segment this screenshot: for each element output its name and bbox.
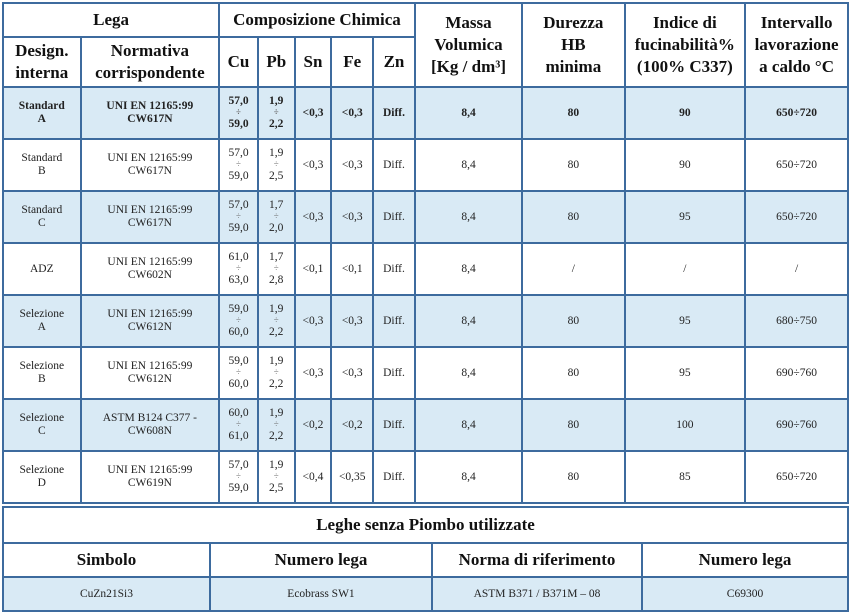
cell-fe: <0,3	[331, 87, 373, 139]
pb-max: 2,8	[269, 273, 284, 286]
designation-line-2: C	[37, 217, 46, 229]
alloy-table	[2, 2, 849, 504]
pb-max: 2,2	[269, 325, 284, 338]
cell-pb	[258, 139, 295, 191]
pb-divider: ÷	[273, 471, 279, 482]
cu-max: 61,0	[228, 429, 249, 442]
designation-line-2: D	[37, 477, 46, 489]
lead-free-title: Leghe senza Piombo utilizzate	[3, 507, 848, 543]
cell-cu	[219, 87, 258, 139]
cell-massa: 8,4	[415, 243, 522, 295]
pb-divider: ÷	[273, 211, 279, 222]
col-norma-riferimento: Norma di riferimento	[432, 543, 642, 577]
cell-intervallo: 650÷720	[745, 451, 848, 503]
normativa-line-1: ASTM B124 C377 -	[102, 412, 197, 424]
cell-zn: Diff.	[373, 87, 415, 139]
normativa-line-2: CW608N	[127, 425, 172, 437]
col-numero-lega: Numero lega	[210, 543, 432, 577]
cell-pb	[258, 347, 295, 399]
pb-divider: ÷	[273, 419, 279, 430]
designation-line-1: Standard	[18, 100, 65, 112]
cell-designation	[3, 191, 81, 243]
lead-free-numero: Ecobrass SW1	[210, 577, 432, 611]
alloy-table-wrapper	[2, 2, 849, 504]
normativa-line-2: CW612N	[127, 373, 172, 385]
designation-line-1: Selezione	[19, 308, 65, 320]
cu-divider: ÷	[236, 471, 241, 482]
designation-line-1: Standard	[21, 204, 63, 216]
cell-fe: <0,35	[331, 451, 373, 503]
cu-divider: ÷	[236, 315, 241, 326]
table-row	[3, 191, 848, 243]
cell-massa: 8,4	[415, 347, 522, 399]
lead-free-norma: ASTM B371 / B371M – 08	[432, 577, 642, 611]
header-durezza-l2: HB	[561, 35, 586, 54]
cell-indice: 90	[625, 87, 746, 139]
cell-intervallo: 650÷720	[745, 139, 848, 191]
pb-divider: ÷	[273, 315, 279, 326]
cell-intervallo: 690÷760	[745, 399, 848, 451]
cell-durezza: 80	[522, 295, 624, 347]
designation-line-2: A	[37, 113, 46, 125]
cu-max: 59,0	[228, 481, 249, 494]
cell-normativa	[81, 451, 220, 503]
cell-sn: <0,3	[295, 87, 332, 139]
lead-free-table	[2, 506, 849, 612]
cu-min: 59,0	[228, 354, 249, 367]
cell-massa: 8,4	[415, 295, 522, 347]
header-normativa	[81, 37, 220, 87]
header-pb: Pb	[258, 37, 295, 87]
cell-indice: 95	[625, 191, 746, 243]
cell-sn: <0,3	[295, 347, 332, 399]
cell-durezza: 80	[522, 139, 624, 191]
header-normativa-l1: Normativa	[110, 41, 190, 60]
cell-normativa	[81, 139, 220, 191]
cell-sn: <0,1	[295, 243, 332, 295]
normativa-line-1: UNI EN 12165:99	[107, 256, 193, 268]
header-indice-l2: fucinabilità%	[634, 35, 735, 54]
header-intervallo-l3: a caldo °C	[759, 57, 834, 76]
cell-zn: Diff.	[373, 243, 415, 295]
cell-normativa	[81, 191, 220, 243]
cell-pb	[258, 295, 295, 347]
header-massa-l1: Massa	[445, 13, 492, 32]
pb-max: 2,2	[269, 377, 284, 390]
pb-divider: ÷	[273, 159, 279, 170]
cell-indice: /	[625, 243, 746, 295]
normativa-line-1: UNI EN 12165:99	[107, 204, 193, 216]
header-durezza-l1: Durezza	[543, 13, 604, 32]
pb-min: 1,7	[269, 250, 284, 263]
header-sn: Sn	[295, 37, 332, 87]
pb-max: 2,2	[269, 429, 284, 442]
designation-line-1: Selezione	[19, 360, 65, 372]
table-row	[3, 399, 848, 451]
header-intervallo-l2: lavorazione	[754, 35, 839, 54]
pb-divider: ÷	[273, 367, 279, 378]
cell-zn: Diff.	[373, 347, 415, 399]
cell-massa: 8,4	[415, 87, 522, 139]
cu-max: 60,0	[228, 377, 249, 390]
cell-normativa	[81, 87, 220, 139]
lead-free-section	[2, 506, 849, 612]
designation-line-2: A	[37, 321, 46, 333]
cell-pb	[258, 243, 295, 295]
cu-divider: ÷	[236, 107, 241, 118]
cell-fe: <0,2	[331, 399, 373, 451]
cu-min: 57,0	[228, 94, 249, 107]
header-fe: Fe	[331, 37, 373, 87]
normativa-line-2: CW612N	[127, 321, 172, 333]
cell-fe: <0,3	[331, 295, 373, 347]
cell-pb	[258, 191, 295, 243]
designation-line-2: B	[37, 165, 46, 177]
cu-min: 60,0	[228, 406, 249, 419]
pb-min: 1,9	[269, 94, 284, 107]
cu-divider: ÷	[236, 263, 241, 274]
cell-zn: Diff.	[373, 139, 415, 191]
header-durezza	[522, 3, 624, 87]
cell-cu	[219, 295, 258, 347]
pb-max: 2,0	[269, 221, 284, 234]
header-design-l1: Design.	[15, 41, 69, 60]
cu-divider: ÷	[236, 211, 241, 222]
header-intervallo-l1: Intervallo	[760, 13, 833, 32]
cell-durezza: 80	[522, 399, 624, 451]
designation-line-1: Selezione	[19, 464, 65, 476]
cell-zn: Diff.	[373, 295, 415, 347]
cell-cu	[219, 347, 258, 399]
table-row	[3, 451, 848, 503]
cu-divider: ÷	[236, 419, 241, 430]
lead-free-simbolo: CuZn21Si3	[3, 577, 210, 611]
cell-indice: 85	[625, 451, 746, 503]
cell-pb	[258, 399, 295, 451]
cell-cu	[219, 139, 258, 191]
cell-sn: <0,4	[295, 451, 332, 503]
header-zn: Zn	[373, 37, 415, 87]
normativa-line-1: UNI EN 12165:99	[107, 152, 193, 164]
table-row	[3, 139, 848, 191]
cu-min: 59,0	[228, 302, 249, 315]
pb-min: 1,9	[269, 354, 284, 367]
cu-min: 57,0	[228, 146, 249, 159]
normativa-line-2: CW602N	[127, 269, 172, 281]
header-design-l2: interna	[15, 63, 69, 82]
cell-zn: Diff.	[373, 399, 415, 451]
cell-indice: 95	[625, 295, 746, 347]
cell-intervallo: 680÷750	[745, 295, 848, 347]
pb-min: 1,9	[269, 146, 284, 159]
cell-cu	[219, 243, 258, 295]
cu-divider: ÷	[236, 159, 241, 170]
pb-min: 1,9	[269, 302, 284, 315]
cell-designation	[3, 451, 81, 503]
cell-durezza: /	[522, 243, 624, 295]
cell-normativa	[81, 399, 220, 451]
cell-sn: <0,2	[295, 399, 332, 451]
header-durezza-l3: minima	[545, 57, 602, 76]
header-indice	[625, 3, 746, 87]
normativa-line-2: CW617N	[127, 165, 172, 177]
table-row	[3, 295, 848, 347]
cell-massa: 8,4	[415, 451, 522, 503]
header-design	[3, 37, 81, 87]
normativa-line-1: UNI EN 12165:99	[107, 308, 193, 320]
cell-intervallo: 690÷760	[745, 347, 848, 399]
cu-max: 59,0	[228, 221, 249, 234]
cell-sn: <0,3	[295, 295, 332, 347]
cell-durezza: 80	[522, 191, 624, 243]
cell-normativa	[81, 347, 220, 399]
designation-line-1: ADZ	[29, 262, 54, 275]
normativa-line-2: CW617N	[127, 217, 172, 229]
table-row	[3, 87, 848, 139]
header-massa-l3: [Kg / dm³]	[431, 57, 506, 76]
header-composizione: Composizione Chimica	[219, 3, 415, 37]
cell-fe: <0,3	[331, 139, 373, 191]
cu-min: 57,0	[228, 458, 249, 471]
designation-line-1: Selezione	[19, 412, 65, 424]
header-massa-l2: Volumica	[434, 35, 503, 54]
cell-intervallo: /	[745, 243, 848, 295]
cell-fe: <0,1	[331, 243, 373, 295]
col-simbolo: Simbolo	[3, 543, 210, 577]
cell-designation	[3, 295, 81, 347]
cell-intervallo: 650÷720	[745, 191, 848, 243]
normativa-line-2: CW617N	[127, 113, 173, 125]
normativa-line-2: CW619N	[127, 477, 172, 489]
pb-max: 2,5	[269, 481, 284, 494]
cell-sn: <0,3	[295, 191, 332, 243]
cell-designation	[3, 399, 81, 451]
cell-sn: <0,3	[295, 139, 332, 191]
cell-durezza: 80	[522, 347, 624, 399]
pb-max: 2,2	[269, 117, 284, 130]
cell-designation	[3, 87, 81, 139]
cell-cu	[219, 399, 258, 451]
designation-line-2: B	[37, 373, 46, 385]
pb-min: 1,7	[269, 198, 284, 211]
normativa-line-1: UNI EN 12165:99	[107, 360, 193, 372]
cell-indice: 95	[625, 347, 746, 399]
pb-min: 1,9	[269, 458, 284, 471]
pb-max: 2,5	[269, 169, 284, 182]
pb-divider: ÷	[273, 107, 279, 118]
cell-zn: Diff.	[373, 191, 415, 243]
designation-line-1: Standard	[21, 152, 63, 164]
cell-pb	[258, 87, 295, 139]
cu-max: 60,0	[228, 325, 249, 338]
cell-fe: <0,3	[331, 191, 373, 243]
table-row	[3, 243, 848, 295]
cell-intervallo: 650÷720	[745, 87, 848, 139]
cell-designation	[3, 139, 81, 191]
cu-min: 61,0	[228, 250, 249, 263]
pb-min: 1,9	[269, 406, 284, 419]
normativa-line-1: UNI EN 12165:99	[107, 464, 193, 476]
header-massa	[415, 3, 522, 87]
col-numero-lega-2: Numero lega	[642, 543, 848, 577]
cell-pb	[258, 451, 295, 503]
cu-divider: ÷	[236, 367, 241, 378]
cu-max: 59,0	[228, 169, 249, 182]
cell-normativa	[81, 243, 220, 295]
header-indice-l3: (100% C337)	[636, 57, 733, 76]
cu-max: 59,0	[228, 117, 249, 130]
alloy-rows	[3, 87, 848, 503]
cell-massa: 8,4	[415, 399, 522, 451]
cell-designation	[3, 347, 81, 399]
cell-fe: <0,3	[331, 347, 373, 399]
header-lega: Lega	[3, 3, 219, 37]
header-intervallo	[745, 3, 848, 87]
cu-min: 57,0	[228, 198, 249, 211]
header-cu: Cu	[219, 37, 258, 87]
cell-indice: 90	[625, 139, 746, 191]
cell-cu	[219, 451, 258, 503]
lead-free-numero-2: C69300	[642, 577, 848, 611]
normativa-line-1: UNI EN 12165:99	[106, 100, 194, 112]
cell-durezza: 80	[522, 87, 624, 139]
designation-line-2: C	[37, 425, 46, 437]
cell-zn: Diff.	[373, 451, 415, 503]
header-normativa-l2: corrispondente	[95, 63, 205, 82]
cell-designation	[3, 243, 81, 295]
cu-max: 63,0	[228, 273, 249, 286]
cell-massa: 8,4	[415, 191, 522, 243]
pb-divider: ÷	[273, 263, 279, 274]
header-indice-l1: Indice di	[652, 13, 717, 32]
cell-durezza: 80	[522, 451, 624, 503]
cell-normativa	[81, 295, 220, 347]
table-row	[3, 347, 848, 399]
cell-massa: 8,4	[415, 139, 522, 191]
cell-cu	[219, 191, 258, 243]
cell-indice: 100	[625, 399, 746, 451]
